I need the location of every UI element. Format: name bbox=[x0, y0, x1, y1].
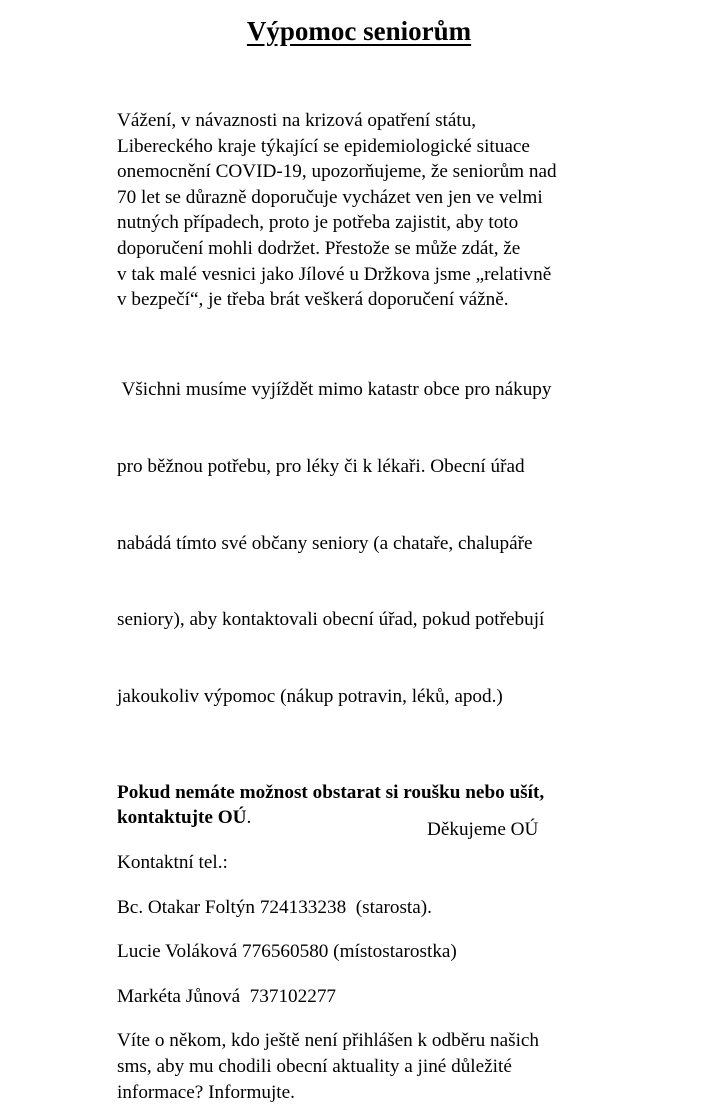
paragraph-spacer bbox=[117, 965, 647, 984]
signoff: Děkujeme OÚ bbox=[427, 819, 539, 840]
mask-notice-contact: kontaktujte OÚ bbox=[117, 807, 247, 829]
contact-mayor: Bc. Otakar Foltýn 724133238 (starosta). bbox=[117, 896, 432, 918]
intro-line: nutných případech, proto je potřeba zajistit, aby toto bbox=[117, 212, 519, 234]
mask-notice-period: . bbox=[246, 807, 252, 829]
contacts-label: Kontaktní tel.: bbox=[117, 852, 228, 874]
document-title: Výpomoc seniorům bbox=[246, 16, 472, 46]
shopping-line: Všichni musíme vyjíždět mimo katastr obce pro nákupy bbox=[117, 378, 552, 400]
intro-paragraph bbox=[117, 108, 647, 313]
paragraph-spacer bbox=[117, 831, 647, 850]
intro-line: onemocnění COVID-19, upozorňujeme, že seniorům nad bbox=[117, 161, 557, 183]
mask-notice bbox=[117, 780, 647, 831]
intro-line: 70 let se důrazně doporučuje vycházet ven jen ve velmi bbox=[117, 186, 543, 208]
document-body bbox=[117, 108, 647, 1105]
intro-line: doporučení mohli dodržet. Přestože se může zdát, že bbox=[117, 237, 521, 259]
intro-line: Vážení, v návaznosti na krizová opatření státu, bbox=[117, 110, 477, 131]
shopping-line: pro běžnou potřebu, pro léky či k lékaři. Obecní úřad bbox=[117, 455, 525, 477]
intro-line: Libereckého kraje týkající se epidemiologické situace bbox=[117, 135, 530, 157]
contact-third: Markéta Jůnová 737102277 bbox=[117, 985, 337, 1007]
sms-line: informace? Informujte. bbox=[117, 1081, 295, 1103]
sms-paragraph bbox=[117, 1028, 647, 1105]
sms-line: sms, aby mu chodili obecní aktuality a jiné důležité bbox=[117, 1056, 512, 1077]
shopping-paragraph bbox=[117, 326, 647, 761]
paragraph-spacer bbox=[117, 313, 647, 326]
paragraph-spacer bbox=[117, 920, 647, 939]
shopping-line: seniory), aby kontaktovali obecní úřad, pokud potřebují bbox=[117, 609, 545, 631]
contact-deputy-mayor: Lucie Voláková 776560580 (místostarostka) bbox=[117, 941, 457, 963]
mask-notice-line: Pokud nemáte možnost obstarat si roušku nebo ušít, bbox=[117, 781, 545, 803]
intro-line: v tak malé vesnici jako Jílové u Držkova jsme „relativně bbox=[117, 263, 552, 285]
paragraph-spacer bbox=[117, 1009, 647, 1028]
intro-line: v bezpečí“, je třeba brát veškerá doporučení vážně. bbox=[117, 289, 509, 311]
shopping-line: jakoukoliv výpomoc (nákup potravin, léků, apod.) bbox=[117, 686, 503, 708]
paragraph-spacer bbox=[117, 876, 647, 895]
shopping-line: nabádá tímto své občany seniory (a chataře, chalupáře bbox=[117, 532, 533, 554]
sms-line: Víte o někom, kdo ještě není přihlášen k odběru našich bbox=[117, 1030, 540, 1052]
paragraph-spacer bbox=[117, 761, 647, 780]
